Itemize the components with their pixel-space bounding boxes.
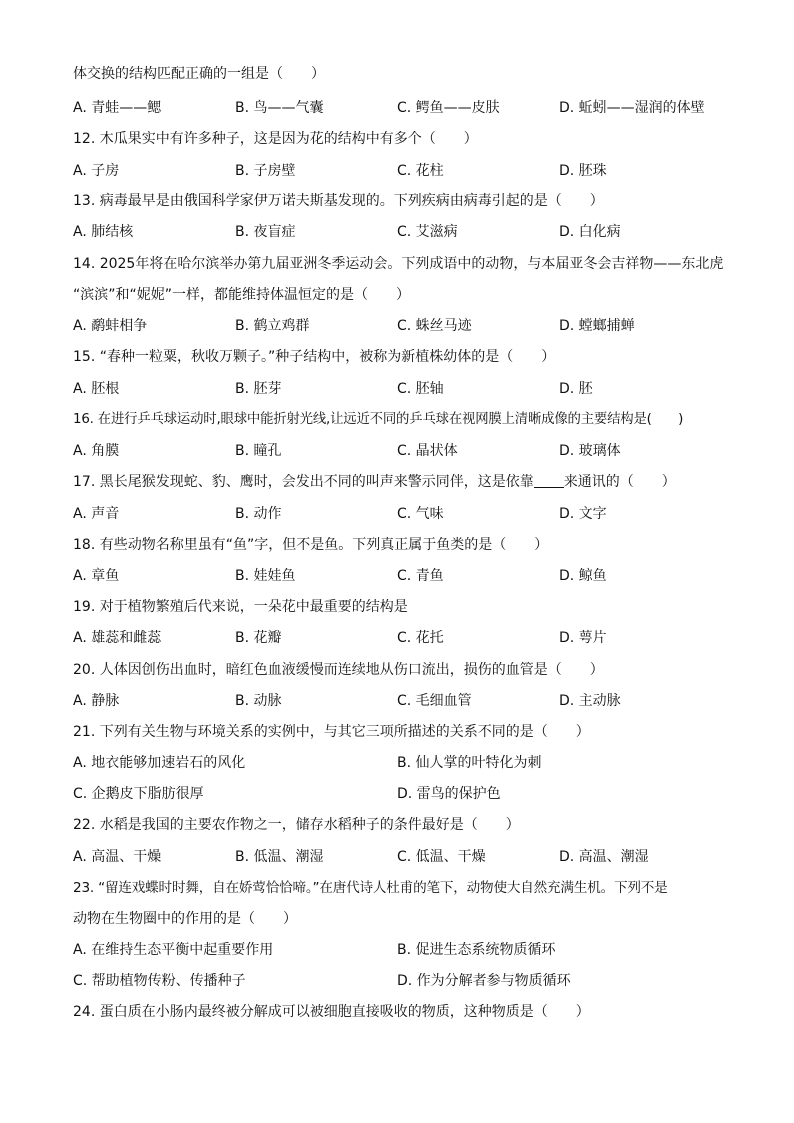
- option-d[interactable]: D. 萼片: [559, 630, 607, 646]
- option-a[interactable]: A. 静脉: [73, 693, 120, 709]
- question-21-options-row2: [73, 783, 754, 805]
- option-a[interactable]: A. 角膜: [73, 443, 120, 459]
- answer-blank[interactable]: [534, 473, 564, 488]
- option-b[interactable]: B. 瞳孔: [235, 443, 282, 459]
- option-b[interactable]: B. 仙人掌的叶特化为刺: [397, 755, 542, 771]
- option-c[interactable]: C. 毛细血管: [397, 693, 472, 709]
- question-16-stem: 16. 在进行乒乓球运动时,眼球中能折射光线,让远近不同的乒乓球在视网膜上清晰成像的主要结构是( ): [73, 412, 684, 427]
- question-16-options: [73, 440, 754, 462]
- option-d[interactable]: D. 文字: [559, 506, 607, 522]
- question-14-stem: 14. 2025年将在哈尔滨举办第九届亚洲冬季运动会。下列成语中的动物，与本届亚冬会吉祥物——东北虎: [73, 256, 724, 272]
- question-15-options: [73, 378, 754, 400]
- option-a[interactable]: A. 雄蕊和雌蕊: [73, 630, 162, 646]
- option-c[interactable]: C. 晶状体: [397, 443, 458, 459]
- option-a[interactable]: A. 高温、干燥: [73, 849, 162, 865]
- option-d[interactable]: D. 雷鸟的保护色: [397, 786, 501, 802]
- question-24-stem: 24. 蛋白质在小肠内最终被分解成可以被细胞直接吸收的物质，这种物质是（ ）: [73, 1004, 590, 1020]
- option-c[interactable]: C. 低温、干燥: [397, 849, 486, 865]
- question-11-options: [73, 97, 754, 119]
- option-b[interactable]: B. 动作: [235, 506, 282, 522]
- option-c[interactable]: C. 帮助植物传粉、传播种子: [73, 973, 246, 989]
- question-22-stem: 22. 水稻是我国的主要农作物之一，储存水稻种子的条件最好是（ ）: [73, 817, 520, 833]
- question-21-stem: 21. 下列有关生物与环境关系的实例中，与其它三项所描述的关系不同的是（ ）: [73, 724, 590, 740]
- option-b[interactable]: B. 夜盲症: [235, 224, 296, 240]
- option-b[interactable]: B. 子房壁: [235, 163, 296, 179]
- option-c[interactable]: C. 鳄鱼——皮肤: [397, 100, 500, 116]
- option-b[interactable]: B. 胚芽: [235, 381, 282, 397]
- question-13-stem: 13. 病毒最早是由俄国科学家伊万诺夫斯基发现的。下列疾病由病毒引起的是（ ）: [73, 193, 604, 209]
- question-17-stem-part1: 17. 黑长尾猴发现蛇、豹、鹰时，会发出不同的叫声来警示同伴，这是依靠: [73, 474, 534, 490]
- option-a[interactable]: A. 在维持生态平衡中起重要作用: [73, 942, 274, 958]
- question-23-options-row2: [73, 970, 754, 992]
- option-d[interactable]: D. 螳螂捕蝉: [559, 318, 635, 334]
- option-c[interactable]: C. 花柱: [397, 163, 444, 179]
- option-c[interactable]: C. 气味: [397, 506, 444, 522]
- option-b[interactable]: B. 促进生态系统物质循环: [397, 942, 556, 958]
- question-15-stem: 15. “春种一粒粟，秋收万颗子。”种子结构中，被称为新植株幼体的是（ ）: [73, 349, 556, 365]
- option-d[interactable]: D. 高温、潮湿: [559, 849, 649, 865]
- question-21-options-row1: [73, 752, 754, 774]
- option-c[interactable]: C. 艾滋病: [397, 224, 458, 240]
- question-19-options: [73, 627, 754, 649]
- question-13-options: [73, 221, 754, 243]
- option-c[interactable]: C. 企鹅皮下脂肪很厚: [73, 786, 204, 802]
- option-a[interactable]: A. 胚根: [73, 381, 120, 397]
- question-11-stem: 体交换的结构匹配正确的一组是（ ）: [73, 66, 325, 82]
- option-c[interactable]: C. 胚轴: [397, 381, 444, 397]
- question-12-options: [73, 160, 754, 182]
- option-a[interactable]: A. 章鱼: [73, 568, 120, 584]
- option-a[interactable]: A. 子房: [73, 163, 120, 179]
- question-17-options: [73, 503, 754, 525]
- question-23-options-row1: [73, 939, 754, 961]
- question-23-stem-cont: 动物在生物圈中的作用的是（ ）: [73, 911, 297, 927]
- option-a[interactable]: A. 地衣能够加速岩石的风化: [73, 755, 246, 771]
- option-d[interactable]: D. 玻璃体: [559, 443, 621, 459]
- option-b[interactable]: B. 鹤立鸡群: [235, 318, 310, 334]
- question-20-stem: 20. 人体因创伤出血时，暗红色血液缓慢而连续地从伤口流出，损伤的血管是（ ）: [73, 662, 604, 678]
- question-20-options: [73, 690, 754, 712]
- option-b[interactable]: B. 低温、潮湿: [235, 849, 324, 865]
- option-b[interactable]: B. 娃娃鱼: [235, 568, 296, 584]
- question-18-stem: 18. 有些动物名称里虽有“鱼”字，但不是鱼。下列真正属于鱼类的是（ ）: [73, 537, 549, 553]
- option-d[interactable]: D. 鲸鱼: [559, 568, 607, 584]
- option-b[interactable]: B. 动脉: [235, 693, 282, 709]
- question-18-options: [73, 565, 754, 587]
- option-d[interactable]: D. 蚯蚓——湿润的体壁: [559, 100, 705, 116]
- question-23-stem: 23. “留连戏蝶时时舞，自在娇莺恰恰啼。”在唐代诗人杜甫的笔下，动物使大自然充满生机。下列不是: [73, 880, 668, 896]
- option-a[interactable]: A. 声音: [73, 506, 120, 522]
- option-a[interactable]: A. 青蛙——鳃: [73, 100, 162, 116]
- question-22-options: [73, 846, 754, 868]
- option-d[interactable]: D. 胚珠: [559, 163, 607, 179]
- question-17-stem-part2: 来通讯的（ ）: [563, 474, 676, 490]
- question-19-stem: 19. 对于植物繁殖后代来说，一朵花中最重要的结构是: [73, 599, 408, 615]
- option-d[interactable]: D. 胚: [559, 381, 593, 397]
- option-a[interactable]: A. 鹬蚌相争: [73, 318, 148, 334]
- option-a[interactable]: A. 肺结核: [73, 224, 134, 240]
- option-d[interactable]: D. 白化病: [559, 224, 621, 240]
- question-12-stem: 12. 木瓜果实中有许多种子，这是因为花的结构中有多个（ ）: [73, 131, 478, 147]
- option-c[interactable]: C. 花托: [397, 630, 444, 646]
- option-b[interactable]: B. 花瓣: [235, 630, 282, 646]
- option-c[interactable]: C. 蛛丝马迹: [397, 318, 472, 334]
- option-d[interactable]: D. 作为分解者参与物质循环: [397, 973, 571, 989]
- option-b[interactable]: B. 鸟——气囊: [235, 100, 324, 116]
- question-17-stem: [73, 471, 754, 493]
- question-14-options: [73, 315, 754, 337]
- option-d[interactable]: D. 主动脉: [559, 693, 621, 709]
- question-14-stem-cont: “滨滨”和“妮妮”一样，都能维持体温恒定的是（ ）: [73, 287, 411, 303]
- option-c[interactable]: C. 青鱼: [397, 568, 444, 584]
